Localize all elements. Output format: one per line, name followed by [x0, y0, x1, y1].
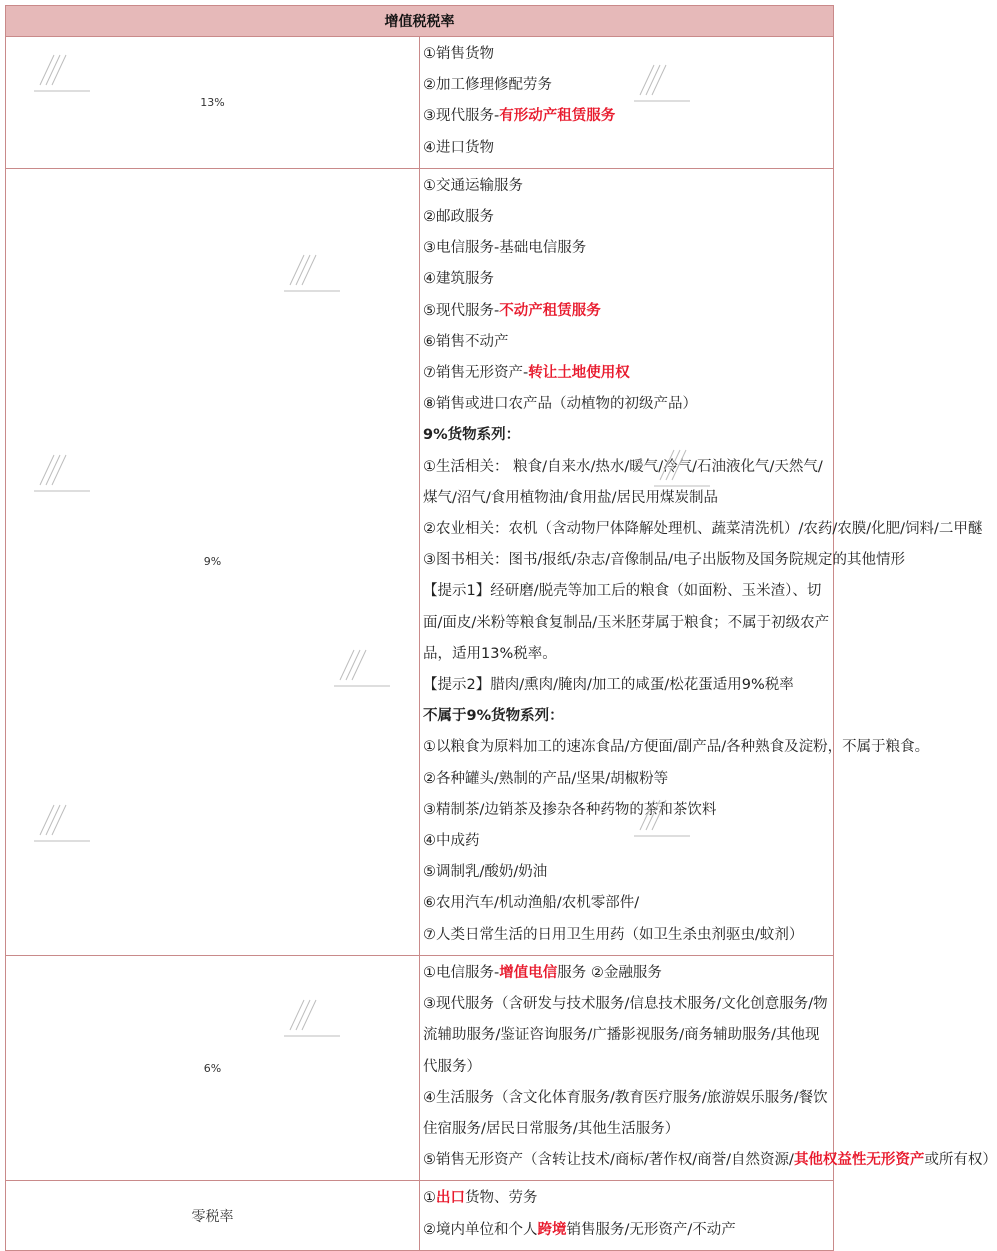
item-text: ①: [423, 1190, 436, 1207]
table-header-row: [6, 6, 834, 37]
item-text: ③现代服务-: [423, 108, 500, 125]
item-text: ④中成药: [423, 833, 480, 850]
vat-rate-table: [5, 5, 997, 1251]
list-item: [423, 576, 833, 670]
list-item: [423, 420, 833, 451]
list-item: [423, 452, 833, 514]
item-text: ②加工修理修配劳务: [423, 77, 552, 94]
rate-label: 13%: [6, 37, 420, 169]
item-text: 销售服务/无形资产/不动产: [566, 1221, 736, 1238]
item-text: 或所有权）: [924, 1152, 997, 1169]
rate-items: [420, 1181, 834, 1250]
item-text: ⑦销售无形资产-: [423, 365, 529, 382]
rate-row-13: [6, 37, 834, 169]
list-item: [423, 133, 833, 164]
highlighted-text: 其他权益性无形资产: [793, 1152, 925, 1169]
item-text: ③精制茶/边销茶及掺杂各种药物的茶和茶饮料: [423, 801, 717, 818]
item-text: ⑧销售或进口农产品（动植物的初级产品）: [423, 396, 697, 413]
item-text: 不属于9%货物系列：: [423, 708, 564, 725]
rate-items: [420, 168, 983, 955]
list-item: [423, 958, 833, 989]
list-item: [423, 327, 833, 358]
list-item: [423, 920, 833, 951]
list-item: [423, 795, 833, 826]
list-item: [423, 545, 906, 576]
list-item: [423, 358, 833, 389]
highlighted-text: 跨境: [537, 1221, 567, 1238]
item-text: ①电信服务-: [423, 964, 500, 981]
rate-row-zero: [6, 1181, 834, 1250]
list-item: [423, 1145, 997, 1176]
list-item: [423, 171, 833, 202]
rate-items: [420, 955, 997, 1180]
list-item: [423, 826, 833, 857]
item-text: ⑦人类日常生活的日用卫生用药（如卫生杀虫剂驱虫/蚊剂）: [423, 926, 804, 943]
rate-label: 零税率: [6, 1181, 420, 1250]
list-item: [423, 70, 833, 101]
item-text: ③现代服务（含研发与技术服务/信息技术服务/文化创意服务/物流辅助服务/鉴证咨询服务/广播影视服务/商务辅助服务/其他现代服务）: [423, 996, 828, 1075]
list-item: [423, 857, 833, 888]
rate-label: 6%: [6, 955, 420, 1180]
list-item: [423, 701, 833, 732]
list-item: [423, 764, 833, 795]
item-text: ④建筑服务: [423, 271, 494, 288]
list-item: [423, 732, 930, 763]
rate-label: 9%: [6, 168, 420, 955]
item-text: ⑥农用汽车/机动渔船/农机零部件/: [423, 895, 640, 912]
list-item: [423, 514, 983, 545]
list-item: [423, 264, 833, 295]
item-text: ③图书相关：图书/报纸/杂志/音像制品/电子出版物及国务院规定的其他情形: [423, 552, 906, 569]
item-text: ②境内单位和个人: [423, 1221, 538, 1238]
item-text: ③电信服务-基础电信服务: [423, 240, 587, 257]
item-text: ④生活服务（含文化体育服务/教育医疗服务/旅游娱乐服务/餐饮住宿服务/居民日常服务/其他生活服务）: [423, 1089, 828, 1137]
list-item: [423, 296, 833, 327]
list-item: [423, 233, 833, 264]
item-text: ①以粮食为原料加工的速冻食品/方便面/副产品/各种熟食及淀粉，不属于粮食。: [423, 739, 930, 756]
highlighted-text: 增值电信: [499, 964, 558, 981]
list-item: [423, 39, 833, 70]
list-item: [423, 1215, 833, 1246]
list-item: [423, 670, 833, 701]
list-item: [423, 202, 833, 233]
list-item: [423, 1083, 833, 1145]
item-text: ②邮政服务: [423, 209, 494, 226]
highlighted-text: 转让土地使用权: [528, 365, 630, 382]
rate-row-6: [6, 955, 834, 1180]
item-text: ④进口货物: [423, 139, 494, 156]
list-item: [423, 1183, 833, 1214]
item-text: 【提示2】腊肉/熏肉/腌肉/加工的咸蛋/松花蛋适用9%税率: [423, 677, 794, 694]
rate-row-9: [6, 168, 834, 955]
item-text: ⑤现代服务-: [423, 302, 500, 319]
highlighted-text: 出口: [436, 1190, 465, 1207]
table-title: 增值税税率: [6, 6, 834, 37]
item-text: ⑤销售无形资产（含转让技术/商标/著作权/商誉/自然资源/: [423, 1152, 794, 1169]
item-text: ①交通运输服务: [423, 177, 523, 194]
list-item: [423, 389, 833, 420]
highlighted-text: 有形动产租赁服务: [499, 108, 616, 125]
item-text: ⑤调制乳/酸奶/奶油: [423, 864, 548, 881]
item-text: ⑥销售不动产: [423, 333, 509, 350]
rate-items: [420, 37, 834, 169]
list-item: [423, 989, 833, 1083]
item-text: 服务 ②金融服务: [557, 964, 662, 981]
item-text: ②各种罐头/熟制的产品/坚果/胡椒粉等: [423, 770, 669, 787]
item-text: ①生活相关： 粮食/自来水/热水/暖气/冷气/石油液化气/天然气/煤气/沼气/食用植物油/食用盐/居民用煤炭制品: [423, 458, 823, 506]
item-text: 货物、劳务: [465, 1190, 538, 1207]
list-item: [423, 888, 833, 919]
item-text: 9%货物系列：: [423, 427, 521, 444]
item-text: ①销售货物: [423, 46, 494, 62]
highlighted-text: 不动产租赁服务: [499, 302, 601, 319]
list-item: [423, 101, 833, 132]
item-text: ②农业相关：农机（含动物尸体降解处理机、蔬菜清洗机）/农药/农膜/化肥/饲料/二甲醚: [423, 521, 983, 538]
item-text: 【提示1】经研磨/脱壳等加工后的粮食（如面粉、玉米渣）、切面/面皮/米粉等粮食复制品/玉米胚芽属于粮食；不属于初级农产品，适用13%税率。: [423, 583, 830, 662]
